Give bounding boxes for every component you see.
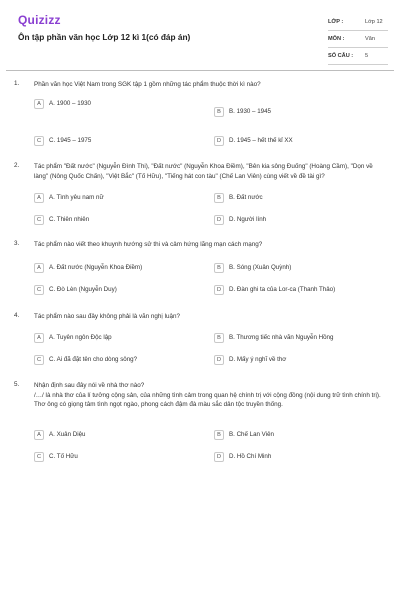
- question-number: 2.: [14, 162, 20, 169]
- option-a[interactable]: [34, 429, 179, 440]
- option-d[interactable]: [214, 214, 359, 225]
- option-letter-box: C: [34, 355, 44, 365]
- option-c[interactable]: [34, 354, 179, 365]
- option-b[interactable]: [214, 192, 359, 203]
- meta-value: 5: [365, 53, 369, 59]
- meta-label: MÔN :: [328, 36, 345, 42]
- option-c[interactable]: [34, 451, 179, 462]
- option-text: D. Mấy ý nghĩ về thơ: [229, 356, 287, 363]
- option-text: B. Chế Lan Viên: [229, 431, 274, 438]
- meta-table: [328, 14, 388, 65]
- option-letter-box: B: [214, 333, 224, 343]
- option-b[interactable]: [214, 429, 359, 440]
- meta-row-subject: [328, 31, 388, 48]
- option-a[interactable]: [34, 332, 179, 343]
- option-letter-box: D: [214, 136, 224, 146]
- option-letter-box: A: [34, 99, 44, 109]
- option-text: D. 1945 – hết thế kỉ XX: [229, 137, 293, 144]
- option-text: C. Đò Lèn (Nguyễn Duy): [49, 286, 117, 293]
- question-text: Phần văn học Việt Nam trong SGK tập 1 gồm những tác phẩm thuộc thời kì nào?: [34, 81, 261, 88]
- meta-row-count: [328, 48, 388, 65]
- option-c[interactable]: [34, 284, 179, 295]
- option-text: C. Ai đã đặt tên cho dòng sông?: [49, 356, 138, 363]
- option-letter-box: D: [214, 452, 224, 462]
- option-letter-box: A: [34, 263, 44, 273]
- option-text: D. Người lính: [229, 216, 267, 223]
- option-letter-box: B: [214, 193, 224, 203]
- option-text: A. Đất nước (Nguyễn Khoa Điềm): [49, 264, 143, 271]
- option-text: A. 1900 – 1930: [49, 100, 91, 107]
- option-b[interactable]: [214, 262, 359, 273]
- option-text: B. 1930 – 1945: [229, 108, 271, 115]
- header-divider: [6, 70, 394, 71]
- option-b[interactable]: [214, 332, 359, 343]
- option-text: D. Đàn ghi ta của Lor-ca (Thanh Thảo): [229, 286, 336, 293]
- option-c[interactable]: [34, 214, 179, 225]
- option-letter-box: C: [34, 215, 44, 225]
- option-letter-box: D: [214, 215, 224, 225]
- option-letter-box: C: [34, 136, 44, 146]
- option-a[interactable]: [34, 192, 179, 203]
- option-d[interactable]: [214, 284, 359, 295]
- option-text: A. Tình yêu nam nữ: [49, 194, 104, 201]
- option-letter-box: A: [34, 333, 44, 343]
- option-text: B. Đất nước: [229, 194, 263, 201]
- question-number: 5.: [14, 381, 20, 388]
- option-a[interactable]: [34, 262, 179, 273]
- option-text: B. Thương tiếc nhà văn Nguyễn Hồng: [229, 334, 334, 341]
- option-letter-box: B: [214, 430, 224, 440]
- question-text: Tác phẩm "Đất nước" (Nguyễn Đình Thi), "Đất nước" (Nguyễn Khoa Điềm), "Bên kia sông Đuống" (Hoàng Cầm), "Dọn về làng" (Nông Quốc Chấn), "Việt Bắc" (Tố Hữu), "Tiếng hát con tàu" (Chế Lan Viên) cùng viết về đề tài gì?: [34, 163, 373, 180]
- option-text: A. Xuân Diệu: [49, 431, 86, 438]
- option-letter-box: B: [214, 263, 224, 273]
- question-text: Tác phẩm nào viết theo khuynh hướng sử thi và cảm hứng lãng mạn cách mạng?: [34, 241, 263, 248]
- meta-label: LỚP :: [328, 19, 344, 25]
- option-c[interactable]: [34, 135, 179, 146]
- option-letter-box: B: [214, 107, 224, 117]
- option-letter-box: C: [34, 285, 44, 295]
- option-d[interactable]: [214, 135, 359, 146]
- option-letter-box: D: [214, 355, 224, 365]
- meta-value: Văn: [365, 36, 375, 42]
- question-text: Tác phẩm nào sau đây không phải là văn nghị luận?: [34, 313, 180, 320]
- option-text: D. Hồ Chí Minh: [229, 453, 272, 460]
- option-letter-box: A: [34, 430, 44, 440]
- meta-value: Lớp 12: [365, 19, 383, 25]
- option-text: B. Sóng (Xuân Quỳnh): [229, 264, 292, 271]
- question-text: Nhận định sau đây nói về nhà thơ nào? /…/ là nhà thơ của lí tưởng cộng sản, của những tình cảm trong quan hệ chính trị với cộng đồng (nội dung trữ tình chính trị). Thơ ông có giọng tâm tình ngọt ngào, phong cách đậm đà màu sắc dân tộc truyền thống.: [34, 382, 381, 408]
- question-number: 3.: [14, 240, 20, 247]
- meta-label: SỐ CÂU :: [328, 53, 354, 59]
- option-letter-box: A: [34, 193, 44, 203]
- option-text: C. Tố Hữu: [49, 453, 78, 460]
- meta-row-class: [328, 14, 388, 31]
- question-number: 4.: [14, 312, 20, 319]
- option-a[interactable]: [34, 98, 179, 109]
- question-number: 1.: [14, 80, 20, 87]
- quizizz-logo: Quizizz: [18, 13, 61, 27]
- option-text: C. Thiên nhiên: [49, 216, 90, 223]
- option-b[interactable]: [214, 106, 359, 117]
- option-text: C. 1945 – 1975: [49, 137, 92, 144]
- option-d[interactable]: [214, 451, 359, 462]
- page-title: Ôn tập phần văn học Lớp 12 kì 1(có đáp án): [18, 32, 191, 42]
- option-letter-box: D: [214, 285, 224, 295]
- option-letter-box: C: [34, 452, 44, 462]
- option-d[interactable]: [214, 354, 359, 365]
- option-text: A. Tuyên ngôn Độc lập: [49, 334, 112, 341]
